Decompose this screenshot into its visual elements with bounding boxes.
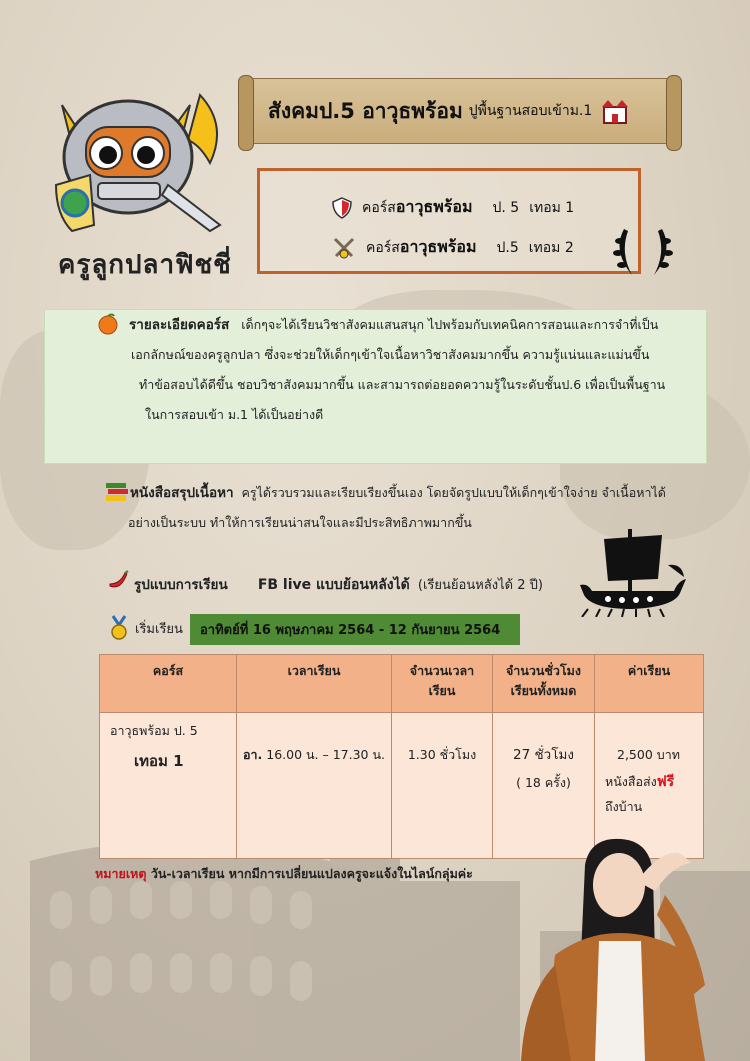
course-detail-text: รายละเอียดคอร์ส เด็กๆจะได้เรียนวิชาสังคมแสนสนุก ไปพร้อมกับเทคนิคการสอนและการจำที่เป็น เอกลักษณ์ของครูลูกปลา ซึ่งจะช่วยให้เด็กๆเข้าใจเนื้อหาวิชาสังคมมากขึ้น ความรู้แน่นและแม่นขึ้น ทำข้อสอบได้ดีขึ้น ชอบวิชาสังคมมากขึ้น และสามารถต่อยอดความรู้ในระดับชั้นป.6 เพื่อเป็นพื้นฐาน ในการสอบเข้า ม.1 ได้เป็นอย่างดี	[129, 317, 666, 422]
viking-ship-icon	[578, 525, 688, 617]
cell-price: 2,500 บาท หนังสือส่งฟรี ถึงบ้าน	[595, 713, 704, 859]
course-item-term2: คอร์สอาวุธพร้อม ป.5 เทอม 2	[332, 235, 574, 260]
cell-hours: 27 ชั่วโมง ( 18 ครั้ง)	[493, 713, 595, 859]
brand-name: ครูลูกปลาฟิชชี่	[58, 250, 232, 280]
col-hours: จำนวนชั่วโมง เรียนทั้งหมด	[493, 655, 595, 713]
teacher-photo	[515, 835, 725, 1061]
course-list-box	[257, 168, 641, 274]
cell-time: อา. 16.00 น. – 17.30 น.	[237, 713, 392, 859]
cell-course: อาวุธพร้อม ป. 5 เทอม 1	[100, 713, 237, 859]
books-icon	[105, 481, 129, 507]
cell-duration: 1.30 ชั่วโมง	[392, 713, 493, 859]
col-duration: จำนวนเวลา เรียน	[392, 655, 493, 713]
start-date-bar: อาทิตย์ที่ 16 พฤษภาคม 2564 - 12 กันยายน 2564	[190, 614, 520, 645]
fee-table	[99, 654, 704, 859]
page-title: สังคมป.5 อาวุธพร้อม	[268, 98, 463, 123]
detail-heading: รายละเอียดคอร์ส	[129, 317, 230, 333]
title-banner	[245, 78, 675, 144]
crossed-swords-icon	[332, 237, 356, 259]
col-course: คอร์ส	[100, 655, 237, 713]
footnote: หมายเหตุ วัน-เวลาเรียน หากมีการเปลี่ยนแปลงครูจะแจ้งในไลน์กลุ่มค่ะ	[95, 866, 473, 881]
format-row: รูปแบบการเรียน FB live แบบย้อนหลังได้ (เรียนย้อนหลังได้ 2 ปี)	[134, 577, 543, 593]
book-text: หนังสือสรุปเนื้อหา ครูได้รวบรวมและเรียบเรียงขึ้นเอง โดยจัดรูปแบบให้เด็กๆเข้าใจง่าย จำเนื้อหาได้ อย่างเป็นระบบ ทำให้การเรียนน่าสนใจและมีประสิทธิภาพมากขึ้น	[128, 485, 666, 530]
start-label: เริ่มเรียน	[135, 622, 183, 637]
book-heading: หนังสือสรุปเนื้อหา	[130, 485, 234, 501]
col-time: เวลาเรียน	[237, 655, 392, 713]
table-header-row	[100, 655, 704, 713]
course-item-term1: คอร์สอาวุธพร้อม ป. 5 เทอม 1	[332, 195, 574, 220]
orange-icon	[97, 313, 119, 339]
medal-icon	[108, 615, 130, 645]
col-price: ค่าเรียน	[595, 655, 704, 713]
laurel-wreath-icon	[610, 225, 676, 281]
knight-fish-mascot-icon	[50, 85, 230, 235]
castle-icon	[600, 97, 630, 125]
page-subtitle: ปูพื้นฐานสอบเข้าม.1	[468, 103, 593, 119]
shield-icon	[332, 197, 352, 219]
chili-icon	[106, 570, 130, 596]
